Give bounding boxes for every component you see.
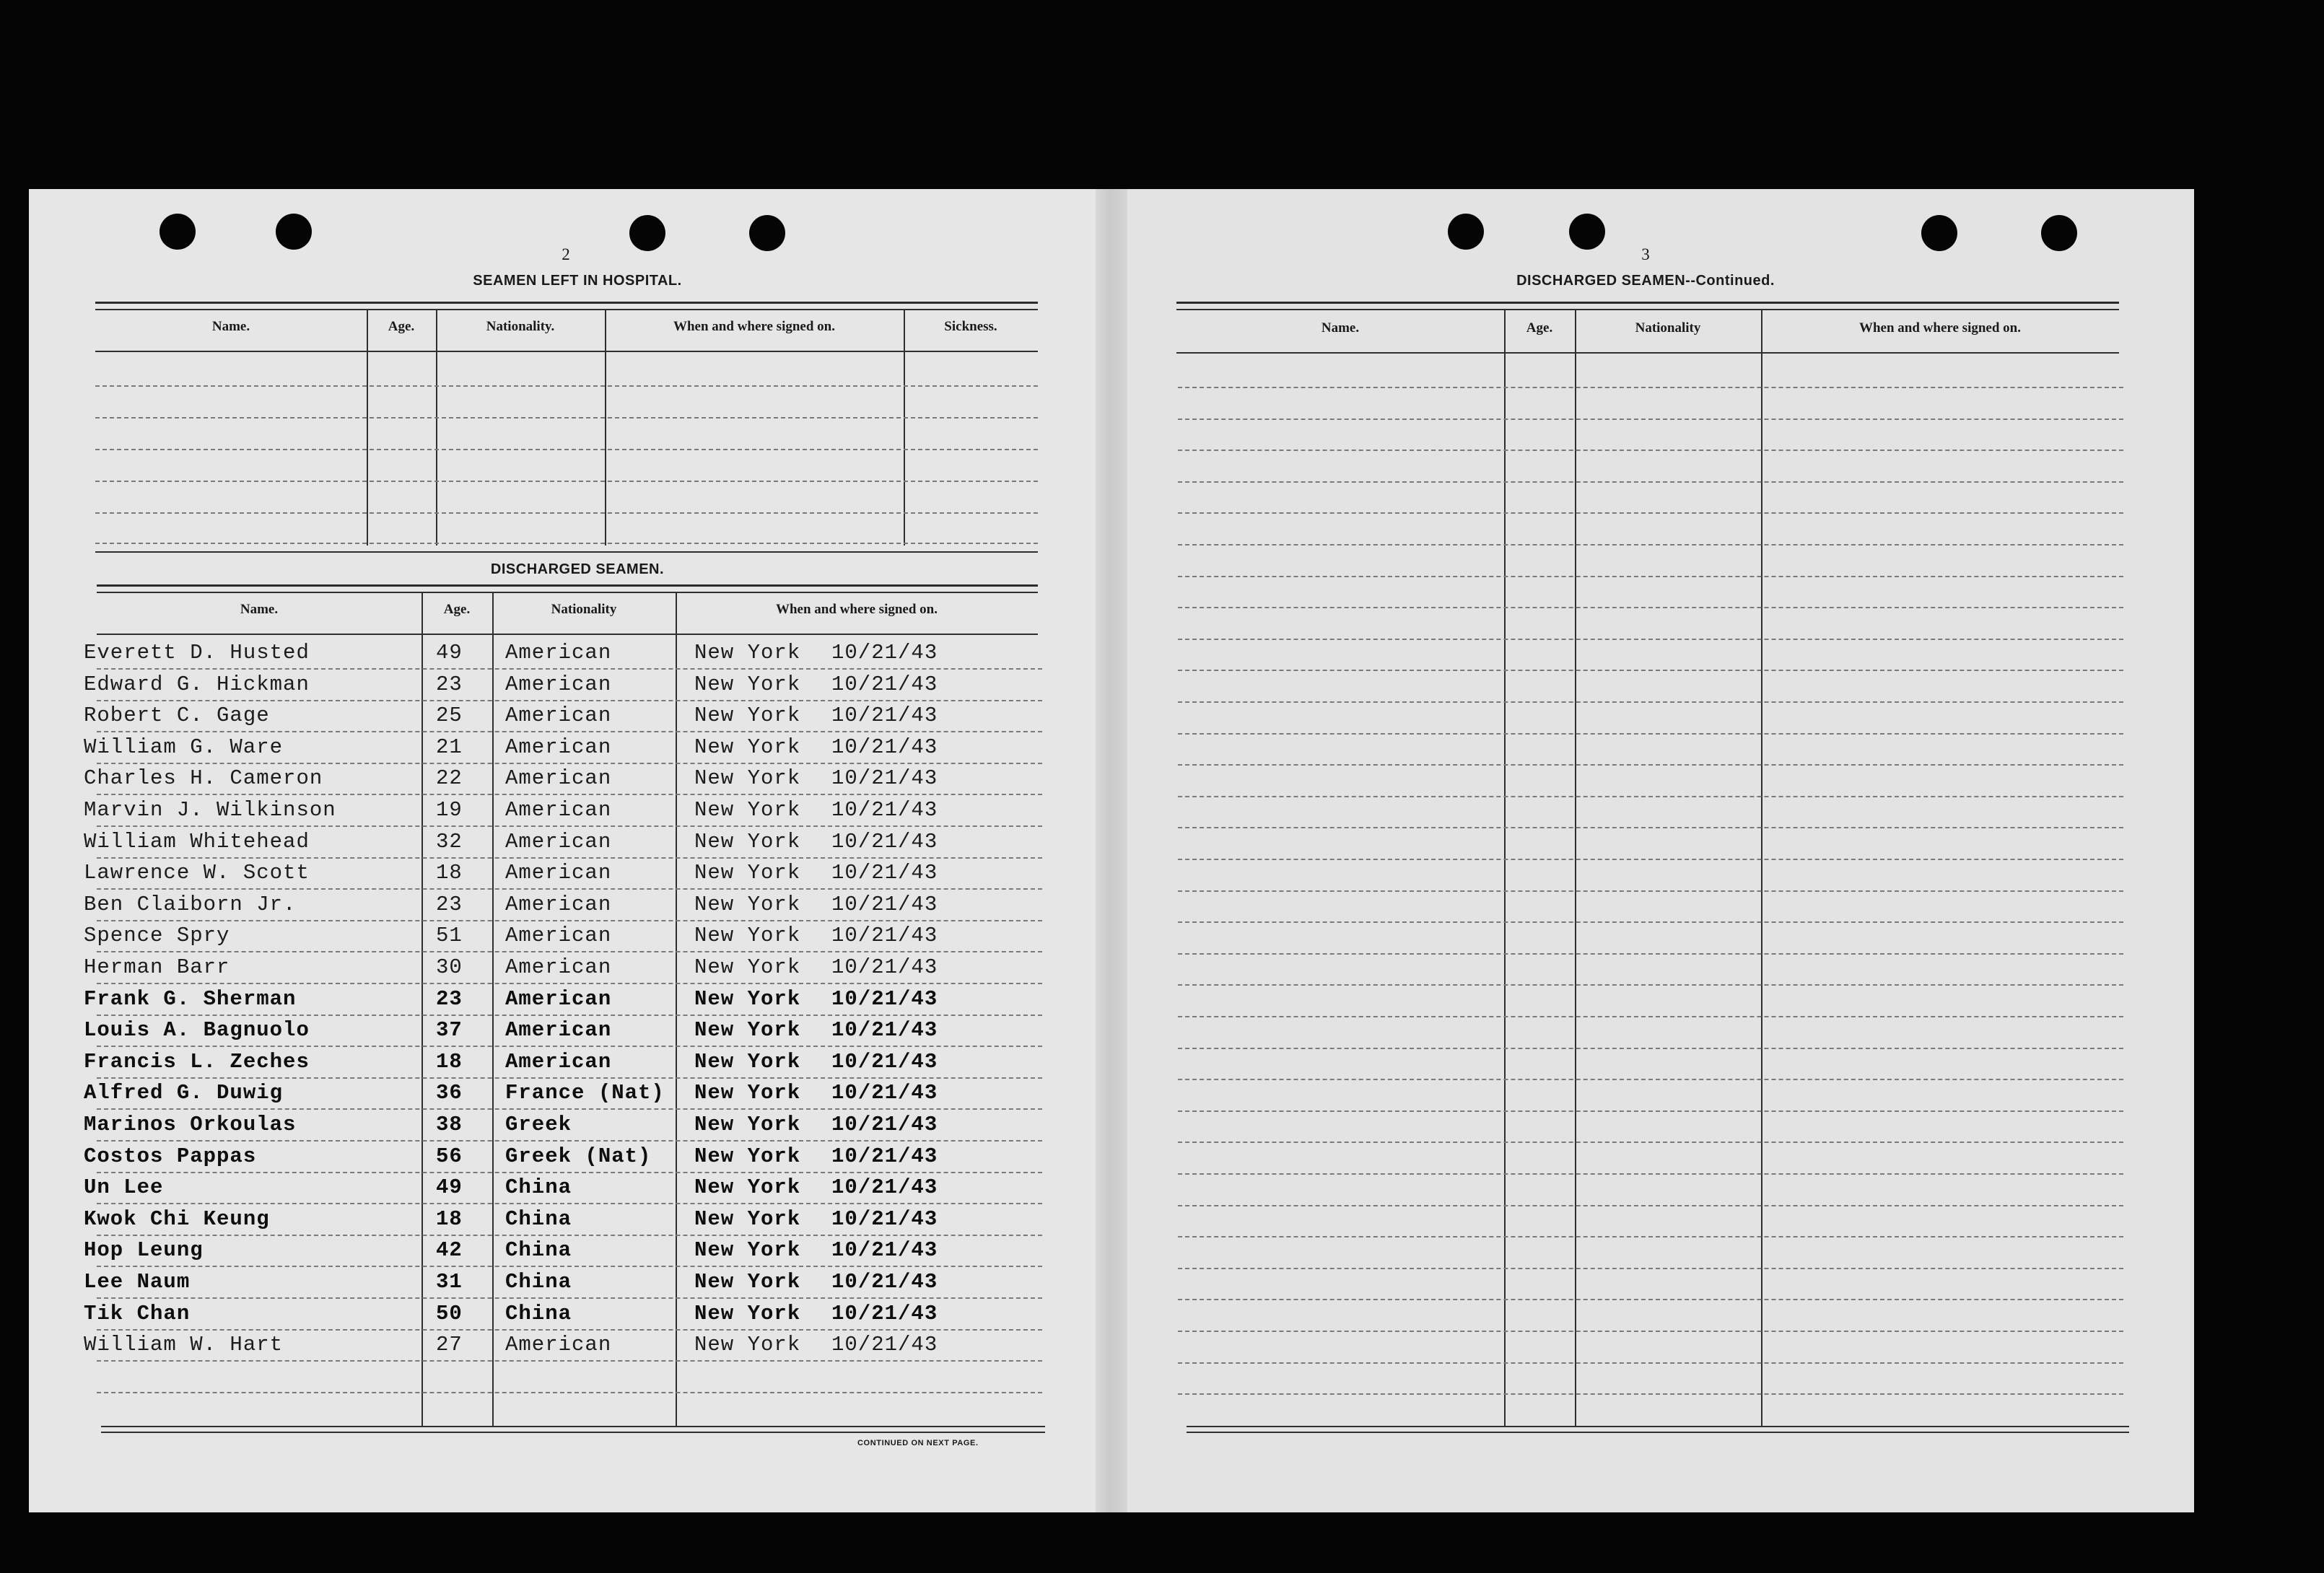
seaman-name: Lawrence W. Scott [84,861,310,885]
seaman-age: 56 [436,1144,463,1168]
seaman-name: Edward G. Hickman [84,672,310,696]
row-rule [97,763,1042,764]
right-header-name: Name. [1321,320,1360,336]
seaman-signed-date: 10/21/43 [831,735,938,759]
seaman-age: 42 [436,1238,463,1263]
row-rule [97,794,1042,795]
hospital-col-divider [904,309,905,545]
hospital-row-rule [95,543,1038,544]
row-rule [1178,733,2123,735]
punch-hole [276,214,312,250]
seaman-signed-date: 10/21/43 [831,798,938,822]
row-rule [97,700,1042,701]
seaman-name: Frank G. Sherman [84,986,297,1011]
right-header-nationality: Nationality [1635,320,1701,336]
discharged-header-age: Age. [443,602,471,617]
seaman-nationality: American [505,924,612,948]
row-rule [97,1172,1042,1173]
right-col-divider [1504,309,1506,1426]
row-rule [1178,607,2123,608]
seaman-age: 18 [436,861,463,885]
seaman-nationality: American [505,955,612,979]
hospital-header-signed-on: When and where signed on. [673,319,835,334]
row-rule [97,983,1042,984]
seaman-name: Herman Barr [84,955,230,979]
discharged-top-rule [97,584,1038,587]
seaman-nationality: France (Nat) [505,1081,665,1105]
seaman-signed-place: New York [694,924,801,948]
seaman-age: 37 [436,1018,463,1043]
seaman-signed-place: New York [694,766,801,791]
row-rule [97,1266,1042,1267]
right-col-divider [1761,309,1762,1426]
seaman-signed-date: 10/21/43 [831,892,938,916]
page-number-left: 2 [562,245,570,263]
row-rule [1178,1236,2123,1237]
discharged-col-divider [492,592,494,1426]
seaman-nationality: China [505,1270,572,1294]
discharged-header-signed-on: When and where signed on. [775,602,938,617]
seaman-signed-place: New York [694,704,801,728]
seaman-age: 25 [436,704,463,728]
hospital-section-title: SEAMEN LEFT IN HOSPITAL. [473,273,682,289]
seaman-nationality: American [505,704,612,728]
hospital-col-divider [367,309,368,545]
row-rule [1178,419,2123,420]
seaman-signed-place: New York [694,892,801,916]
seaman-signed-place: New York [694,1144,801,1168]
hospital-row-rule [95,481,1038,482]
right-header-rule [1176,352,2119,354]
seaman-nationality: American [505,1018,612,1043]
seaman-nationality: American [505,829,612,854]
seaman-signed-place: New York [694,986,801,1011]
row-rule [97,731,1042,732]
seaman-signed-place: New York [694,1238,801,1263]
seaman-age: 22 [436,766,463,791]
row-rule [97,951,1042,952]
row-rule [1178,670,2123,671]
row-rule [97,1360,1042,1362]
row-rule [97,1329,1042,1331]
seaman-signed-date: 10/21/43 [831,1049,938,1074]
seaman-signed-place: New York [694,955,801,979]
hospital-top-rule-2 [95,309,1038,310]
right-header-signed-on: When and where signed on. [1858,320,2021,336]
hospital-col-divider [605,309,606,545]
seaman-age: 38 [436,1113,463,1136]
row-rule [1178,450,2123,451]
seaman-name: Tik Chan [84,1301,191,1326]
discharged-top-rule-2 [97,592,1038,593]
seaman-nationality: American [505,766,612,791]
seaman-signed-date: 10/21/43 [831,829,938,854]
punch-hole [1921,215,1957,251]
hospital-header-rule [95,351,1038,352]
row-rule [1178,1331,2123,1332]
row-rule [1178,859,2123,860]
row-rule [1178,1299,2123,1300]
seaman-signed-place: New York [694,1049,801,1074]
hospital-row-rule [95,449,1038,450]
seaman-signed-place: New York [694,829,801,854]
row-rule [1178,701,2123,703]
seaman-nationality: American [505,672,612,696]
hospital-bottom-rule [95,551,1038,553]
seaman-signed-place: New York [694,1081,801,1105]
seaman-age: 18 [436,1049,463,1074]
row-rule [1178,639,2123,640]
punch-hole [749,215,785,251]
right-bottom-rule [1187,1426,2129,1427]
right-bottom-rule-2 [1187,1432,2129,1433]
seaman-age: 27 [436,1333,463,1357]
punch-hole [1569,214,1605,250]
seaman-nationality: Greek (Nat) [505,1144,652,1168]
seaman-name: Costos Pappas [84,1144,257,1168]
row-rule [1178,1393,2123,1395]
seaman-nationality: American [505,892,612,916]
right-top-rule-2 [1176,309,2119,310]
row-rule [1178,1048,2123,1049]
seaman-signed-place: New York [694,1333,801,1357]
seaman-signed-date: 10/21/43 [831,924,938,948]
seaman-name: Louis A. Bagnuolo [84,1018,310,1043]
row-rule [1178,1079,2123,1080]
seaman-signed-place: New York [694,641,801,665]
seaman-signed-date: 10/21/43 [831,861,938,885]
row-rule [97,1297,1042,1299]
seaman-name: Alfred G. Duwig [84,1081,284,1105]
hospital-top-rule [95,302,1038,304]
page-number-right: 3 [1641,245,1650,263]
row-rule [97,1235,1042,1236]
row-rule [1178,544,2123,545]
hospital-row-rule [95,417,1038,419]
right-section-title: DISCHARGED SEAMEN--Continued. [1516,273,1775,289]
seaman-signed-date: 10/21/43 [831,1238,938,1263]
row-rule [1178,796,2123,797]
discharged-header-rule [97,634,1038,635]
punch-hole [2041,215,2077,251]
seaman-nationality: American [505,735,612,759]
row-rule [1178,984,2123,986]
discharged-col-divider [676,592,677,1426]
discharged-col-divider [421,592,423,1426]
row-rule [1178,387,2123,388]
row-rule [1178,481,2123,483]
seaman-nationality: China [505,1238,572,1263]
seaman-signed-place: New York [694,1113,801,1136]
row-rule [1178,576,2123,577]
seaman-signed-place: New York [694,1270,801,1294]
seaman-signed-date: 10/21/43 [831,766,938,791]
row-rule [1178,512,2123,514]
seaman-signed-date: 10/21/43 [831,955,938,979]
seaman-age: 30 [436,955,463,979]
seaman-signed-date: 10/21/43 [831,986,938,1011]
seaman-signed-place: New York [694,672,801,696]
seaman-age: 49 [436,641,463,665]
seaman-name: Robert C. Gage [84,704,270,728]
seaman-signed-date: 10/21/43 [831,672,938,696]
page-fold [1096,189,1127,1512]
seaman-nationality: American [505,1049,612,1074]
hospital-header-name: Name. [211,319,250,334]
row-rule [1178,921,2123,923]
punch-hole [629,215,665,251]
seaman-name: Lee Naum [84,1270,191,1294]
seaman-nationality: American [505,986,612,1011]
row-rule [1178,1142,2123,1143]
seaman-signed-place: New York [694,861,801,885]
row-rule [1178,1362,2123,1364]
row-rule [97,857,1042,859]
continued-note: CONTINUED ON NEXT PAGE. [857,1439,979,1447]
seaman-signed-date: 10/21/43 [831,1175,938,1200]
row-rule [1178,827,2123,828]
row-rule [1178,953,2123,955]
seaman-signed-date: 10/21/43 [831,1333,938,1357]
seaman-age: 23 [436,986,463,1011]
discharged-header-nationality: Nationality [551,602,617,617]
seaman-nationality: American [505,1333,612,1357]
row-rule [97,668,1042,670]
seaman-name: Marvin J. Wilkinson [84,798,336,822]
seaman-signed-date: 10/21/43 [831,1206,938,1231]
seaman-name: Un Lee [84,1175,164,1200]
seaman-signed-date: 10/21/43 [831,1270,938,1294]
seaman-age: 36 [436,1081,463,1105]
hospital-header-age: Age. [388,319,415,334]
seaman-age: 23 [436,892,463,916]
seaman-age: 19 [436,798,463,822]
seaman-signed-date: 10/21/43 [831,1144,938,1168]
seaman-name: Ben Claiborn Jr. [84,892,297,916]
seaman-nationality: American [505,641,612,665]
punch-hole [1448,214,1484,250]
seaman-signed-date: 10/21/43 [831,704,938,728]
seaman-nationality: China [505,1175,572,1200]
seaman-signed-place: New York [694,1175,801,1200]
row-rule [97,1108,1042,1110]
row-rule [1178,1268,2123,1269]
seaman-signed-place: New York [694,798,801,822]
row-rule [1178,1173,2123,1175]
row-rule [97,1392,1042,1393]
row-rule [97,888,1042,890]
seaman-age: 49 [436,1175,463,1200]
row-rule [97,1015,1042,1016]
row-rule [97,1077,1042,1079]
seaman-age: 32 [436,829,463,854]
right-header-age: Age. [1526,320,1553,336]
seaman-signed-date: 10/21/43 [831,1301,938,1326]
row-rule [1178,1016,2123,1017]
seaman-age: 21 [436,735,463,759]
right-col-divider [1575,309,1576,1426]
hospital-row-rule [95,385,1038,387]
seaman-signed-place: New York [694,1018,801,1043]
hospital-header-nationality: Nationality. [486,319,555,334]
seaman-signed-date: 10/21/43 [831,1018,938,1043]
seaman-age: 50 [436,1301,463,1326]
row-rule [1178,890,2123,892]
discharged-section-title: DISCHARGED SEAMEN. [490,561,665,577]
row-rule [1178,1110,2123,1112]
seaman-nationality: China [505,1206,572,1231]
discharged-header-name: Name. [240,602,279,617]
seaman-nationality: American [505,861,612,885]
seaman-signed-date: 10/21/43 [831,1081,938,1105]
seaman-signed-date: 10/21/43 [831,641,938,665]
seaman-name: Hop Leung [84,1238,204,1263]
discharged-bottom-rule-2 [101,1432,1045,1433]
row-rule [97,1140,1042,1142]
seaman-nationality: China [505,1301,572,1326]
seaman-name: Francis L. Zeches [84,1049,310,1074]
seaman-age: 51 [436,924,463,948]
discharged-bottom-rule [101,1426,1045,1427]
punch-hole [160,214,196,250]
seaman-nationality: American [505,798,612,822]
seaman-nationality: Greek [505,1113,572,1136]
hospital-header-sickness: Sickness. [944,319,997,334]
seaman-age: 23 [436,672,463,696]
row-rule [1178,1205,2123,1206]
right-top-rule [1176,302,2119,304]
seaman-name: Charles H. Cameron [84,766,323,791]
seaman-name: William Whitehead [84,829,310,854]
seaman-name: William W. Hart [84,1333,284,1357]
seaman-name: William G. Ware [84,735,284,759]
seaman-name: Kwok Chi Keung [84,1206,270,1231]
hospital-col-divider [436,309,437,545]
seaman-age: 18 [436,1206,463,1231]
row-rule [97,1046,1042,1047]
seaman-signed-place: New York [694,1206,801,1231]
seaman-name: Everett D. Husted [84,641,310,665]
seaman-signed-place: New York [694,735,801,759]
seaman-name: Spence Spry [84,924,230,948]
row-rule [97,920,1042,921]
row-rule [1178,764,2123,766]
row-rule [97,1203,1042,1204]
seaman-signed-date: 10/21/43 [831,1113,938,1136]
seaman-name: Marinos Orkoulas [84,1113,297,1136]
seaman-age: 31 [436,1270,463,1294]
row-rule [97,825,1042,827]
seaman-signed-place: New York [694,1301,801,1326]
hospital-row-rule [95,512,1038,514]
